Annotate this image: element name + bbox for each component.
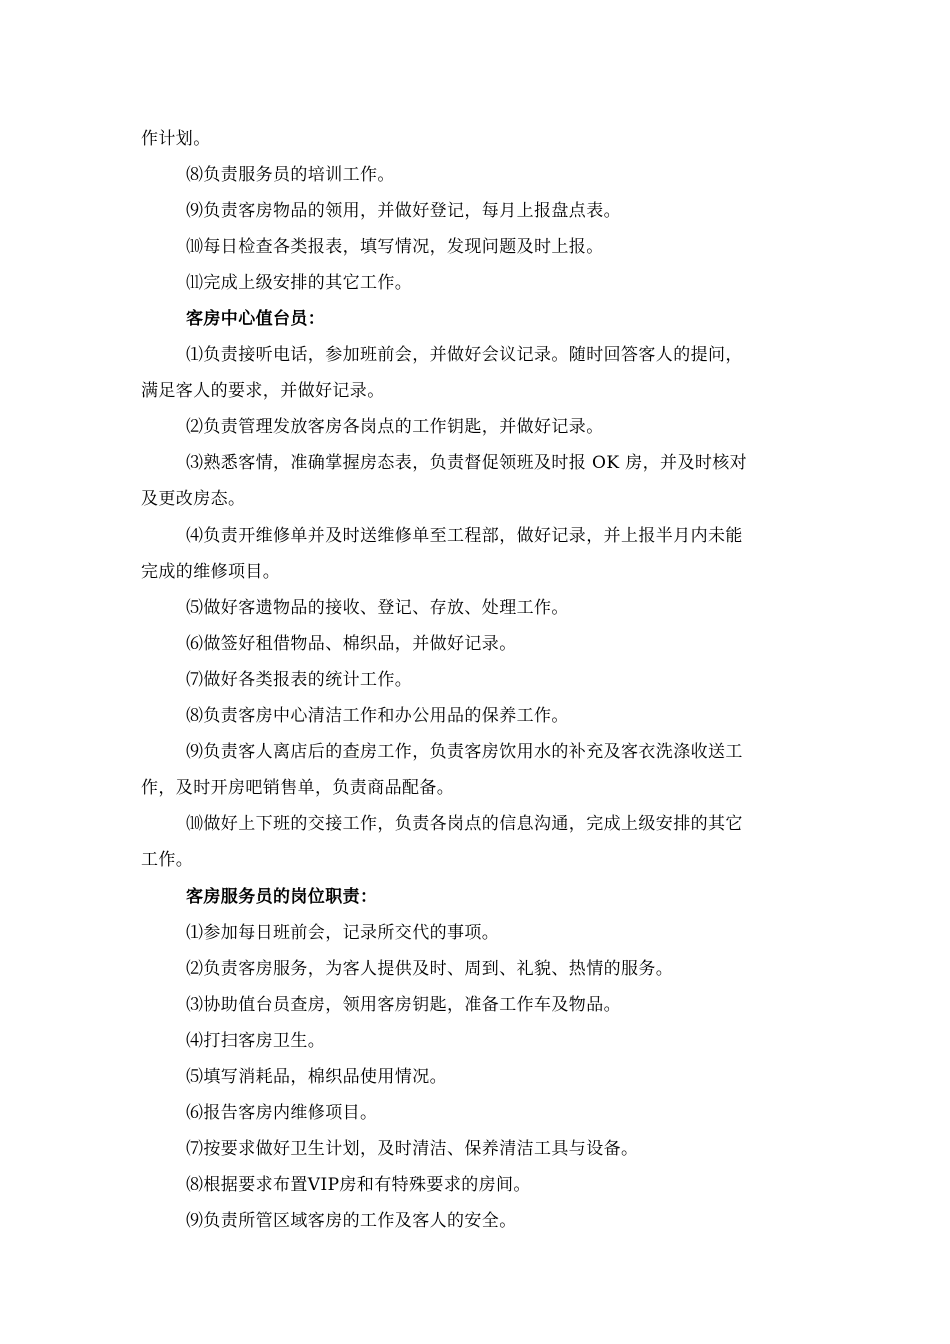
paragraph-line: ⑼负责客人离店后的查房工作，负责客房饮用水的补充及客衣洗涤收送工 [186,742,743,762]
paragraph-line: 及更改房态。 [141,489,246,509]
paragraph-line: ⑴负责接听电话，参加班前会，并做好会议记录。随时回答客人的提问， [186,345,743,365]
paragraph-line: 作计划。 [141,129,211,149]
paragraph-line: ⑷负责开维修单并及时送维修单至工程部，做好记录，并上报半月内未能 [186,526,743,546]
paragraph-line: ⑷打扫客房卫生。 [186,1031,326,1051]
paragraph-line: ⑽每日检查各类报表，填写情况，发现问题及时上报。 [186,237,604,257]
paragraph-line: ⑻负责客房中心清洁工作和办公用品的保养工作。 [186,706,569,726]
paragraph-line: 工作。 [141,850,194,870]
paragraph-line: ⑵负责客房服务，为客人提供及时、周到、礼貌、热情的服务。 [186,959,674,979]
paragraph-line: ⑵负责管理发放客房各岗点的工作钥匙，并做好记录。 [186,417,604,437]
paragraph-line: ⑽做好上下班的交接工作，负责各岗点的信息沟通，完成上级安排的其它 [186,814,743,834]
paragraph-line: ⑼负责所管区域客房的工作及客人的安全。 [186,1211,517,1231]
paragraph-line: ⑻根据要求布置VIP房和有特殊要求的房间。 [186,1175,531,1195]
paragraph-line: ⑼负责客房物品的领用，并做好登记，每月上报盘点表。 [186,201,621,221]
paragraph-line: 作，及时开房吧销售单，负责商品配备。 [141,778,455,798]
paragraph-line: 满足客人的要求，并做好记录。 [141,381,385,401]
paragraph-line: ⑸填写消耗品，棉织品使用情况。 [186,1067,447,1087]
paragraph-line: 完成的维修项目。 [141,562,281,582]
paragraph-line: ⑺做好各类报表的统计工作。 [186,670,413,690]
section-heading: 客房服务员的岗位职责： [186,887,378,907]
section-heading: 客房中心值台员： [186,309,326,329]
paragraph-line: ⑸做好客遗物品的接收、登记、存放、处理工作。 [186,598,569,618]
paragraph-line: ⑴参加每日班前会，记录所交代的事项。 [186,923,500,943]
paragraph-line: ⑾完成上级安排的其它工作。 [186,273,413,293]
paragraph-line: ⑻负责服务员的培训工作。 [186,165,395,185]
paragraph-line: ⑶熟悉客情，准确掌握房态表，负责督促领班及时报 OK 房，并及时核对 [186,453,748,473]
paragraph-line: ⑶协助值台员查房，领用客房钥匙，准备工作车及物品。 [186,995,621,1015]
paragraph-line: ⑺按要求做好卫生计划，及时清洁、保养清洁工具与设备。 [186,1139,639,1159]
paragraph-line: ⑹做签好租借物品、棉织品，并做好记录。 [186,634,517,654]
paragraph-line: ⑹报告客房内维修项目。 [186,1103,378,1123]
